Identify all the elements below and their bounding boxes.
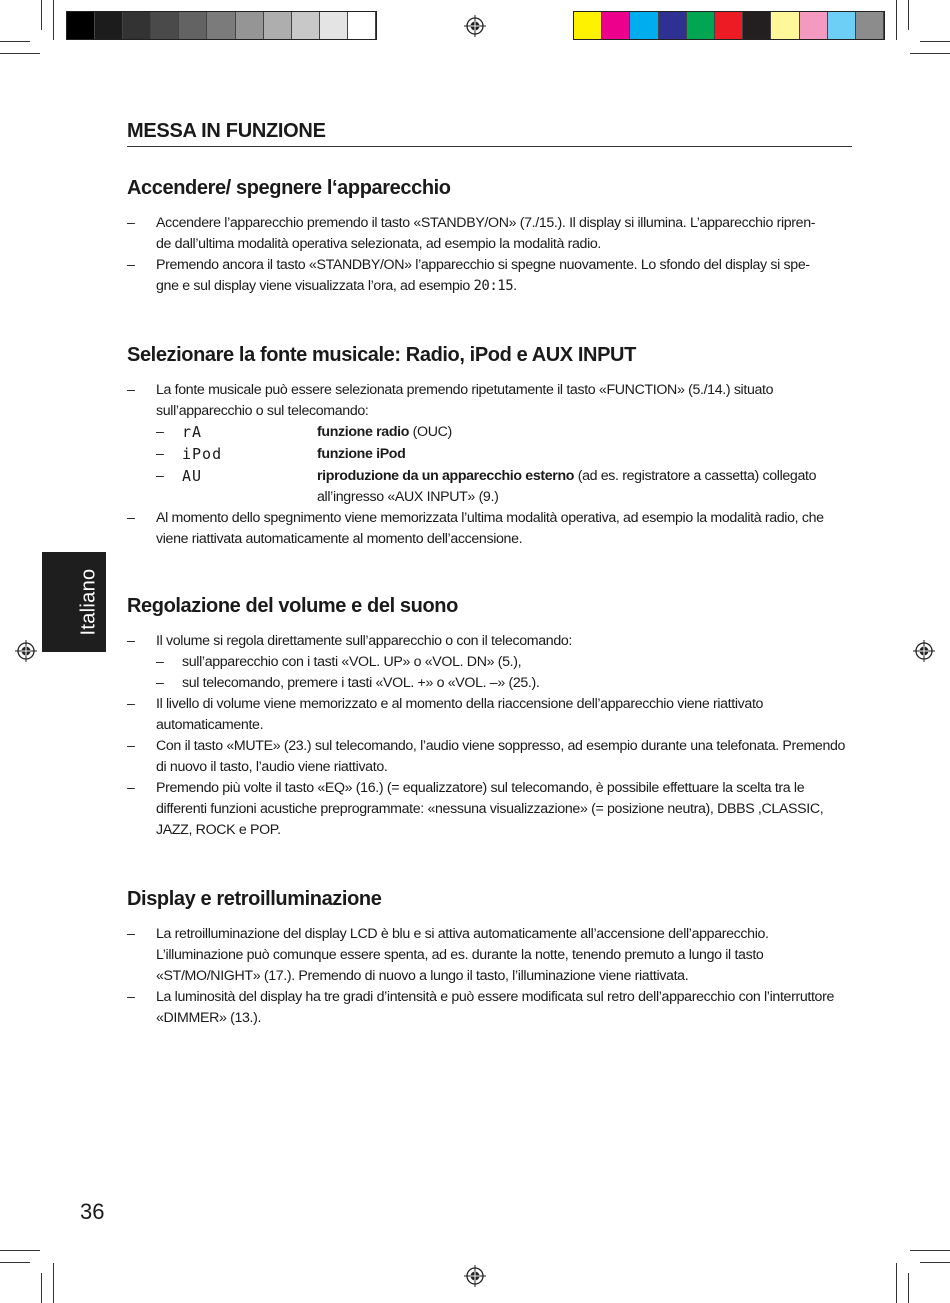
list-item-text: Accendere l’apparecchio premendo il tasto «STANDBY/ON» (7./15.). Il display si illumina. L’apparecchio ripren- <box>156 215 816 231</box>
section-heading-source: Selezionare la fonte musicale: Radio, iPod e AUX INPUT <box>127 344 636 366</box>
display-list <box>127 924 855 1029</box>
list-item-text: La fonte musicale può essere selezionata premendo ripetutamente il tasto «FUNCTION» (5./14.) situato sull’apparecchio o sul telecomando: <box>156 382 774 419</box>
color-swatch <box>123 12 151 39</box>
list-item <box>127 255 855 297</box>
color-swatch <box>95 12 123 39</box>
color-swatch <box>151 12 179 39</box>
source-list <box>127 380 855 550</box>
color-swatch <box>602 12 630 39</box>
page-number: 36 <box>80 1199 105 1224</box>
color-swatch <box>771 12 799 39</box>
lcd-time-example: 20:15 <box>473 278 514 294</box>
color-swatch <box>207 12 235 39</box>
section-heading-volume: Regolazione del volume e del suono <box>127 595 458 617</box>
color-swatch <box>264 12 292 39</box>
lcd-source-code: rA <box>182 423 203 441</box>
registration-mark-icon <box>15 640 37 662</box>
color-swatch <box>659 12 687 39</box>
color-swatch <box>630 12 658 39</box>
color-swatch <box>715 12 743 39</box>
source-option <box>156 444 855 466</box>
sub-list-item: – sul telecomando, premere i tasti «VOL. +» o «VOL. –» (25.). <box>156 673 855 694</box>
source-name: riproduzione da un apparecchio esterno <box>317 468 575 484</box>
section-heading-display: Display e retroilluminazione <box>127 888 382 910</box>
list-item: – La retroilluminazione del display LCD è blu e si attiva automaticamente all’accensione dell’apparecchio. L’illuminazione può comunque essere spenta, ad es. durante la notte, tenendo premuto a lungo il tasto «ST/MO/NIGHT» (17.). Premendo di nuovo a lungo il tasto, l’illuminazione viene riattivata. <box>127 924 855 987</box>
sub-list-item: – sull’apparecchio con i tasti «VOL. UP» o «VOL. DN» (5.), <box>156 652 855 673</box>
power-list <box>127 213 855 297</box>
list-item: – La luminosità del display ha tre gradi d’intensità e può essere modificata sul retro dell’apparecchio con l’interruttore «DIMMER» (13.). <box>127 987 855 1029</box>
list-item <box>127 508 855 550</box>
list-item: – Il livello di volume viene memorizzato e al momento della riaccensione dell’apparecchio viene riattivato automaticamente. <box>127 694 855 736</box>
volume-sub-list <box>156 652 855 694</box>
registration-mark-icon <box>464 1265 486 1287</box>
lcd-source-code: AU <box>182 467 203 485</box>
source-description <box>317 422 852 443</box>
list-item-text: Il volume si regola direttamente sull’apparecchio o con il telecomando: <box>156 633 572 649</box>
color-swatch <box>800 12 828 39</box>
language-side-tab <box>42 552 106 652</box>
list-item <box>127 213 855 255</box>
list-item-text: de dall’ultima modalità operativa selezionata, ad esempio la modalità radio. <box>156 236 602 252</box>
source-detail: (ad es. registratore a cassetta) collegato all’ingresso «AUX INPUT» (9.) <box>317 468 817 505</box>
language-label: Italiano <box>77 568 100 636</box>
source-description <box>317 444 852 465</box>
color-swatch <box>348 12 376 39</box>
color-swatch <box>236 12 264 39</box>
section-heading-power: Accendere/ spegnere l‘apparecchio <box>127 177 451 199</box>
source-name: funzione radio <box>317 424 410 440</box>
list-item-text: Premendo ancora il tasto «STANDBY/ON» l’apparecchio si spegne nuovamente. Lo sfondo del display si spe- <box>156 257 810 273</box>
color-swatch <box>179 12 207 39</box>
color-swatch <box>828 12 856 39</box>
source-options <box>156 422 855 508</box>
source-option <box>156 422 855 444</box>
registration-mark-icon <box>464 15 486 37</box>
lcd-source-code: iPod <box>182 445 223 463</box>
color-swatch <box>67 12 95 39</box>
registration-mark-icon <box>913 640 935 662</box>
color-swatch <box>856 12 884 39</box>
color-swatch <box>687 12 715 39</box>
source-detail: (OUC) <box>409 424 452 440</box>
volume-list <box>127 631 855 841</box>
color-swatch <box>320 12 348 39</box>
grayscale-color-bar <box>66 11 377 40</box>
list-item <box>127 631 855 694</box>
list-item-text: gne e sul display viene visualizzata l’ora, ad esempio <box>156 278 474 294</box>
list-item <box>127 380 855 508</box>
source-description <box>317 466 852 508</box>
color-swatch <box>574 12 602 39</box>
list-item: – Con il tasto «MUTE» (23.) sul telecomando, l’audio viene soppresso, ad esempio durante una telefonata. Premendo di nuovo il tasto, l’audio viene riattivato. <box>127 736 855 778</box>
list-item-text: Al momento dello spegnimento viene memorizzata l’ultima modalità operativa, ad esempio la modalità radio, che viene riattivata automaticamente al momento dell’accensione. <box>156 510 824 547</box>
list-item: – Premendo più volte il tasto «EQ» (16.) (= equalizzatore) sul telecomando, è possibile effettuare la scelta tra le differenti funzioni acustiche preprogrammate: «nessuna visualizzazione» (= posizione neutra), DBBS ,CLASSIC, JAZZ, ROCK e POP. <box>127 778 855 841</box>
source-name: funzione iPod <box>317 446 406 462</box>
source-option <box>156 466 855 508</box>
color-swatch <box>292 12 320 39</box>
color-swatch <box>743 12 771 39</box>
list-item-text: . <box>513 278 517 294</box>
cmyk-color-bar <box>573 11 885 40</box>
page-title: MESSA IN FUNZIONE <box>127 120 852 147</box>
